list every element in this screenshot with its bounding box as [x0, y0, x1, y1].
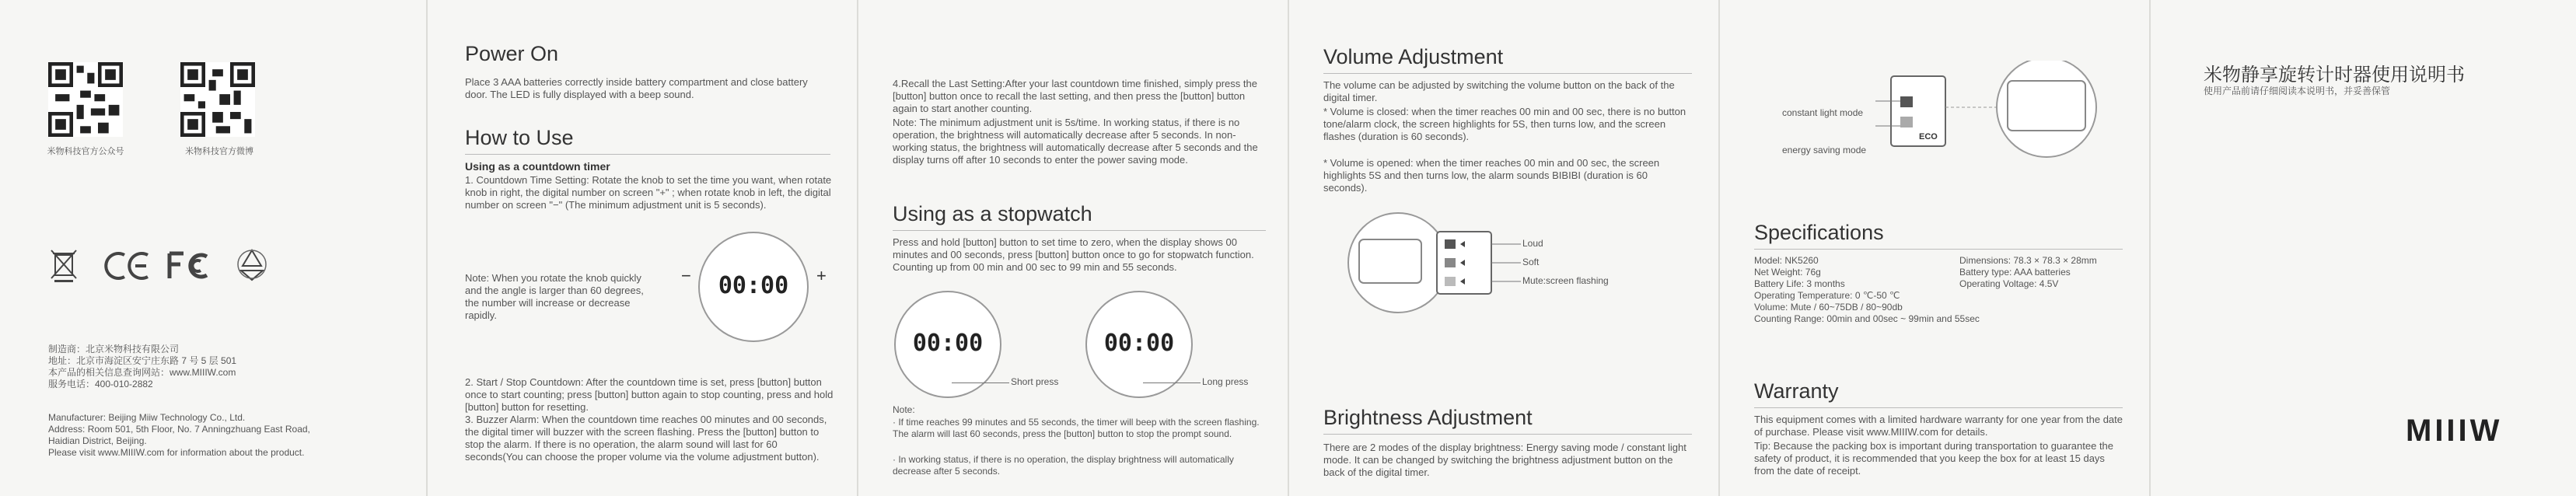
title-underline — [1754, 407, 2123, 408]
recall-note: Note: The minimum adjustment unit is 5s/time. In working status, if there is no operation, the brightness will automatically decrease after 5 seconds. In non-working status, the brightness will automatically decrease after 5 seconds and the display turns off after 10 seconds to enter the power saving mode. — [893, 117, 1258, 166]
energy-saving-label: energy saving mode — [1782, 145, 1867, 155]
power-on-text: Place 3 AAA batteries correctly inside battery compartment and close battery door. The LED is fully displayed with a beep sound. — [465, 76, 808, 100]
cn-line: 服务电话：400-010-2882 — [48, 379, 153, 389]
recycle-bin-icon — [48, 247, 79, 283]
short-press-leader — [952, 382, 1009, 383]
buzzer-text: 3. Buzzer Alarm: When the countdown time reaches 00 minutes and 00 seconds, the digital timer will buzzer with the screen flashing. Press the [button] button to stop the alarm. If there is no operation, the alarm sound will last for 60 seconds(You can choose the proper volume via the volume adjustment button). — [465, 414, 827, 463]
title-underline — [1323, 434, 1692, 435]
title-underline — [1754, 249, 2123, 250]
cn-title: 米物静享旋转计时器使用说明书 — [2204, 65, 2465, 86]
spec-title: Specifications — [1754, 221, 1884, 244]
en-line: Please visit www.MIIIW.com for information about the product. — [48, 447, 305, 458]
tip-text: Tip: Because the packing box is important during transportation to guarantee the safety of product, it is recommended that you keep the box for at least 15 days from the date of receipt. — [1754, 440, 2114, 477]
stopwatch-text: Press and hold [button] button to set time to zero, when the display shows 00 minutes and 00 seconds, press [button] button once to go for stopwatch function. Counting up from 00 min and 00 sec to 99 min and 55 seconds. — [893, 236, 1254, 273]
cn-line: 制造商：北京米物科技有限公司 — [48, 344, 180, 355]
note-label: Note: — [893, 404, 915, 415]
short-press-label: Short press — [1011, 376, 1059, 387]
fcc-mark-icon — [166, 250, 213, 281]
spec-item: Operating Temperature: 0 ℃-50 ℃ — [1754, 290, 1900, 301]
panel-stopwatch — [858, 0, 1288, 496]
spec-item: Net Weight: 76g — [1754, 267, 1821, 278]
brightness-switch-illustration — [1875, 61, 2124, 169]
rotate-note: Note: When you rotate the knob quickly and the angle is larger than 60 degrees, the number will increase or decrease rapidly. — [465, 272, 644, 321]
manufacturer-en — [48, 412, 406, 459]
ce-mark-icon — [104, 250, 151, 281]
dial-display: 00:00 — [1103, 330, 1175, 357]
loud-label: Loud — [1522, 238, 1543, 249]
specs-right — [1959, 255, 2130, 290]
recall-text: 4.Recall the Last Setting:After your last countdown time finished, simply press the [button] button once to recall the last setting, and then press the [button] button again to start another counting. — [893, 78, 1257, 114]
qr2-caption: 米物科技官方微博 — [185, 147, 253, 156]
spec-item: Volume: Mute / 60~75DB / 80~90db — [1754, 302, 1903, 313]
constant-light-label: constant light mode — [1782, 107, 1864, 118]
panel-specs-warranty — [1720, 0, 2149, 496]
countdown-dial-illustration — [698, 232, 809, 342]
dial-display: 00:00 — [912, 330, 984, 357]
brand-logo: MIIIW — [2406, 414, 2503, 448]
spec-item: Counting Range: 00min and 00sec ~ 99min and 55sec — [1754, 313, 1980, 324]
spec-item: Operating Voltage: 4.5V — [1959, 278, 2059, 289]
qr-code-weibo — [180, 62, 255, 137]
certification-icons — [48, 247, 281, 286]
en-line: Address: Room 501, 5th Floor, No. 7 Anningzhuang East Road, — [48, 424, 310, 435]
warranty-text: This equipment comes with a limited hardware warranty for one year from the date of purchase. Please visit www.MIIIW.com for details. — [1754, 414, 2123, 438]
eco-label: ECO — [1919, 132, 1938, 141]
spec-item: Battery type: AAA batteries — [1959, 267, 2071, 278]
en-line: Haidian District, Beijing. — [48, 435, 147, 446]
specs-left — [1754, 255, 1987, 325]
title-underline — [893, 230, 1266, 231]
title-underline — [1323, 73, 1692, 74]
mute-label: Mute:screen flashing — [1522, 275, 1609, 286]
title-underline — [465, 154, 830, 155]
panel-front-cover — [2151, 0, 2576, 496]
volume-closed-text: * Volume is closed: when the timer reaches 00 min and 00 sec, there is no button tone/alarm clock, the screen highlights for 5S, then turns low, and the screen flashes (duration is 60 seconds). — [1323, 106, 1686, 142]
start-stop-text: 2. Start / Stop Countdown: After the countdown time is set, press [button] button once to start counting; press [button] button again to stop counting, press and hold [button] button for resetting. — [465, 376, 834, 413]
en-line: Manufacturer: Beijing Miiw Technology Co., Ltd. — [48, 412, 246, 423]
stopwatch-title: Using as a stopwatch — [893, 202, 1092, 225]
power-on-title: Power On — [465, 42, 559, 65]
brightness-title: Brightness Adjustment — [1323, 406, 1533, 429]
stopwatch-note-2: · In working status, if there is no operation, the display brightness will automatically decrease after 5 seconds. — [893, 454, 1234, 477]
spec-item: Model: NK5260 — [1754, 255, 1819, 266]
manufacturer-cn — [48, 344, 375, 390]
panel-back-cover — [0, 0, 426, 496]
qr1-caption: 米物科技官方公众号 — [47, 147, 124, 156]
cn-line: 本产品的相关信息查询网站：www.MIIIW.com — [48, 367, 236, 378]
dial-display: 00:00 — [718, 272, 789, 299]
volume-switch-illustration — [1344, 208, 1546, 317]
spec-item: Dimensions: 78.3 × 78.3 × 28mm — [1959, 255, 2097, 266]
volume-text: The volume can be adjusted by switching the volume button on the back of the digital timer. — [1323, 79, 1675, 103]
volume-opened-text: * Volume is opened: when the timer reaches 00 min and 00 sec, the screen highlights 5S and then turns low, the alarm sounds BIBIBI (duration is 60 seconds). — [1323, 157, 1660, 194]
recycle-icon — [235, 247, 269, 281]
countdown-title: Using as a countdown timer — [465, 160, 610, 173]
cn-subtitle: 使用产品前请仔细阅读本说明书，并妥善保管 — [2204, 86, 2391, 96]
panel-volume-brightness — [1289, 0, 1718, 496]
spec-item: Battery Life: 3 months — [1754, 278, 1845, 289]
stopwatch-note-1: · If time reaches 99 minutes and 55 seconds, the timer will beep with the screen flashing. The alarm will last 60 seconds, press the [button] button to stop the prompt sound. — [893, 417, 1260, 439]
countdown-text: 1. Countdown Time Setting: Rotate the knob to set the time you want, when rotate knob in right, the digital number on screen "+" ; when rotate knob in left, the digital number on screen "−" (The minimum adjustment unit is 5 seconds). — [465, 174, 832, 211]
cn-line: 地址：北京市海淀区安宁庄东路 7 号 5 层 501 — [48, 355, 237, 366]
dial-minus-sign: − — [681, 266, 691, 285]
panel-power-howto — [428, 0, 857, 496]
long-press-label: Long press — [1202, 376, 1249, 387]
long-press-leader — [1143, 382, 1201, 383]
brightness-text: There are 2 modes of the display brightness: Energy saving mode / constant light mode. It can be changed by switching the brightness adjustment button on the back of the digital timer. — [1323, 442, 1686, 478]
warranty-title: Warranty — [1754, 379, 1839, 403]
dial-plus-sign: + — [816, 266, 827, 285]
volume-title: Volume Adjustment — [1323, 45, 1504, 68]
soft-label: Soft — [1522, 257, 1540, 267]
how-to-use-title: How to Use — [465, 126, 574, 149]
qr-code-wechat — [48, 62, 123, 137]
